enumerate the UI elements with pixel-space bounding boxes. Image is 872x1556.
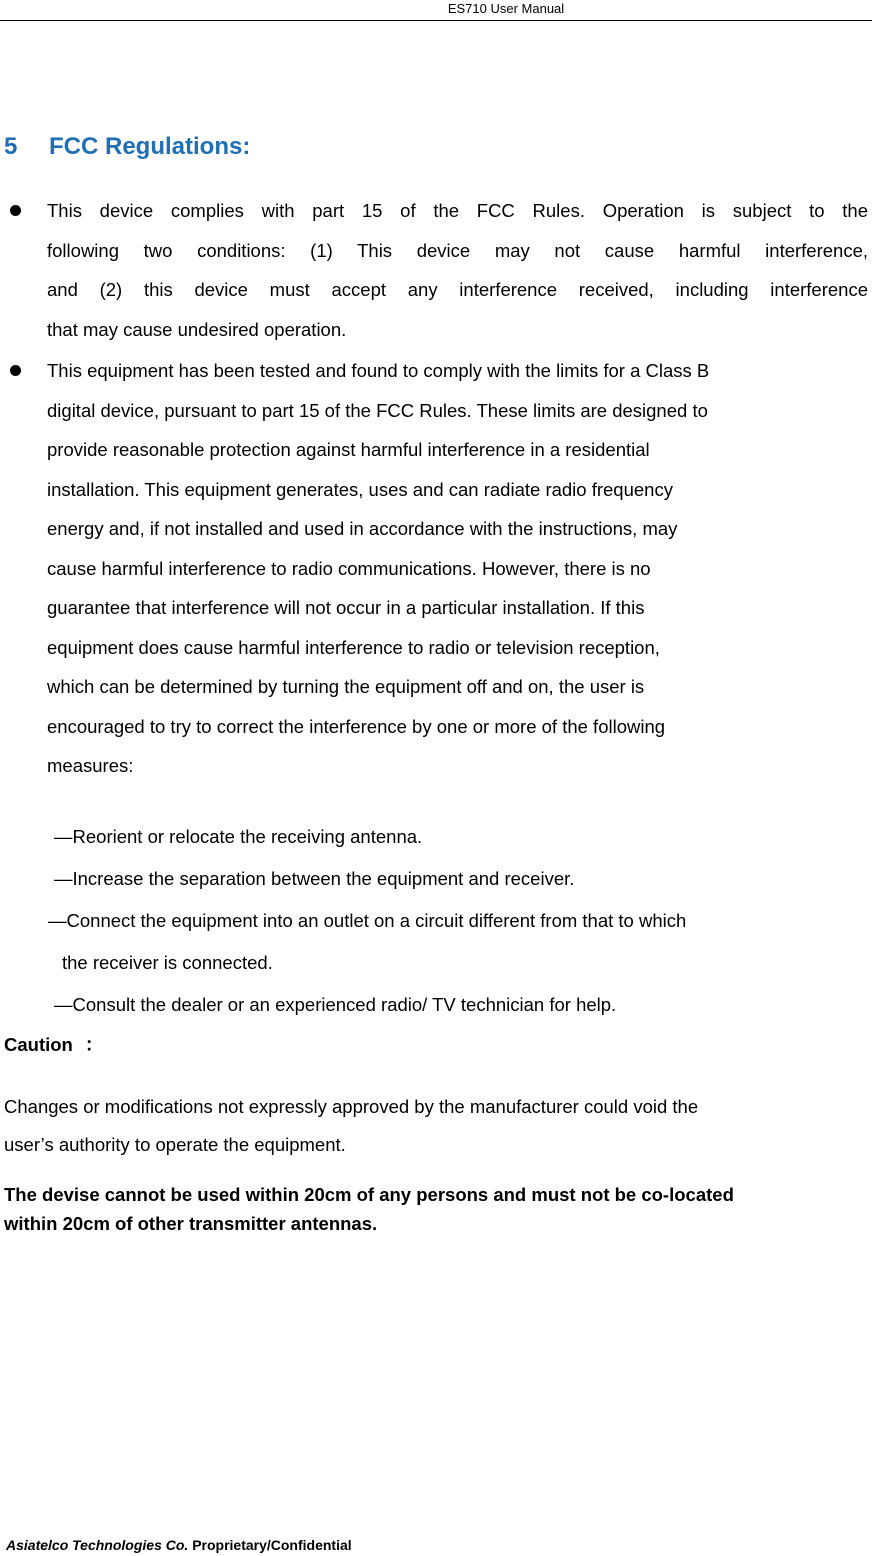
paragraph-line: This equipment has been tested and found to comply with the limits for a Class B [47, 360, 710, 381]
header-divider [0, 20, 872, 21]
paragraph-line: energy and, if not installed and used in accordance with the instructions, may [47, 518, 678, 539]
paragraph-line: provide reasonable protection against harmful interference in a residential [47, 439, 650, 460]
paragraph-line: guarantee that interference will not occur in a particular installation. If this [47, 597, 645, 618]
paragraph-line: encouraged to try to correct the interference by one or more of the following [47, 715, 666, 737]
bullet-paragraph-1 [47, 191, 868, 349]
paragraph-line: measures: [47, 755, 134, 776]
measure-item: —Increase the separation between the equipment and receiver. [54, 868, 575, 889]
paragraph-line: equipment does cause harmful interference to radio or television reception, [47, 636, 660, 658]
section-number: 5 [4, 133, 18, 160]
measure-item: —Connect the equipment into an outlet on a circuit different from that to which [48, 910, 687, 931]
caution-heading [4, 1032, 103, 1058]
footer-confidential: Proprietary/Confidential [192, 1537, 352, 1553]
measure-item: —Consult the dealer or an experienced radio/ TV technician for help. [54, 994, 617, 1015]
measure-item: —Reorient or relocate the receiving antenna. [54, 826, 423, 847]
paragraph-line: digital device, pursuant to part 15 of the FCC Rules. These limits are designed to [47, 399, 708, 421]
paragraph-line: This device complies with part 15 of the FCC Rules. Operation is subject to the [47, 200, 868, 221]
bullet-paragraph-2 [47, 351, 868, 786]
paragraph-line: cause harmful interference to radio communications. However, there is no [47, 557, 651, 579]
paragraph-line: that may cause undesired operation. [47, 318, 347, 340]
caution-paragraph [4, 1088, 868, 1164]
paragraph-line: installation. This equipment generates, uses and can radiate radio frequency [47, 478, 673, 500]
footer-company: Asiatelco Technologies Co. [6, 1537, 189, 1553]
bullet-dot-icon [10, 365, 21, 376]
rf-exposure-warning [4, 1180, 868, 1238]
caution-colon: ： [84, 1034, 104, 1055]
section-title: FCC Regulations: [49, 133, 251, 160]
measure-item-continued: the receiver is connected. [62, 952, 273, 973]
caution-label: Caution [4, 1034, 73, 1055]
bullet-dot-icon [10, 205, 21, 216]
paragraph-line: Changes or modifications not expressly approved by the manufacturer could void the [4, 1096, 699, 1117]
header-title: ES710 User Manual [447, 1, 565, 16]
paragraph-line: following two conditions: (1) This device may not cause harmful interference, [47, 239, 868, 261]
section-heading [4, 130, 250, 164]
paragraph-line: which can be determined by turning the equipment off and on, the user is [47, 676, 645, 697]
paragraph-line: The devise cannot be used within 20cm of any persons and must not be co-located [4, 1184, 734, 1205]
paragraph-line: and (2) this device must accept any interference received, including interference [47, 279, 868, 300]
paragraph-line: user’s authority to operate the equipment. [4, 1134, 346, 1155]
paragraph-line: within 20cm of other transmitter antennas. [4, 1213, 378, 1234]
page-footer [6, 1536, 352, 1554]
